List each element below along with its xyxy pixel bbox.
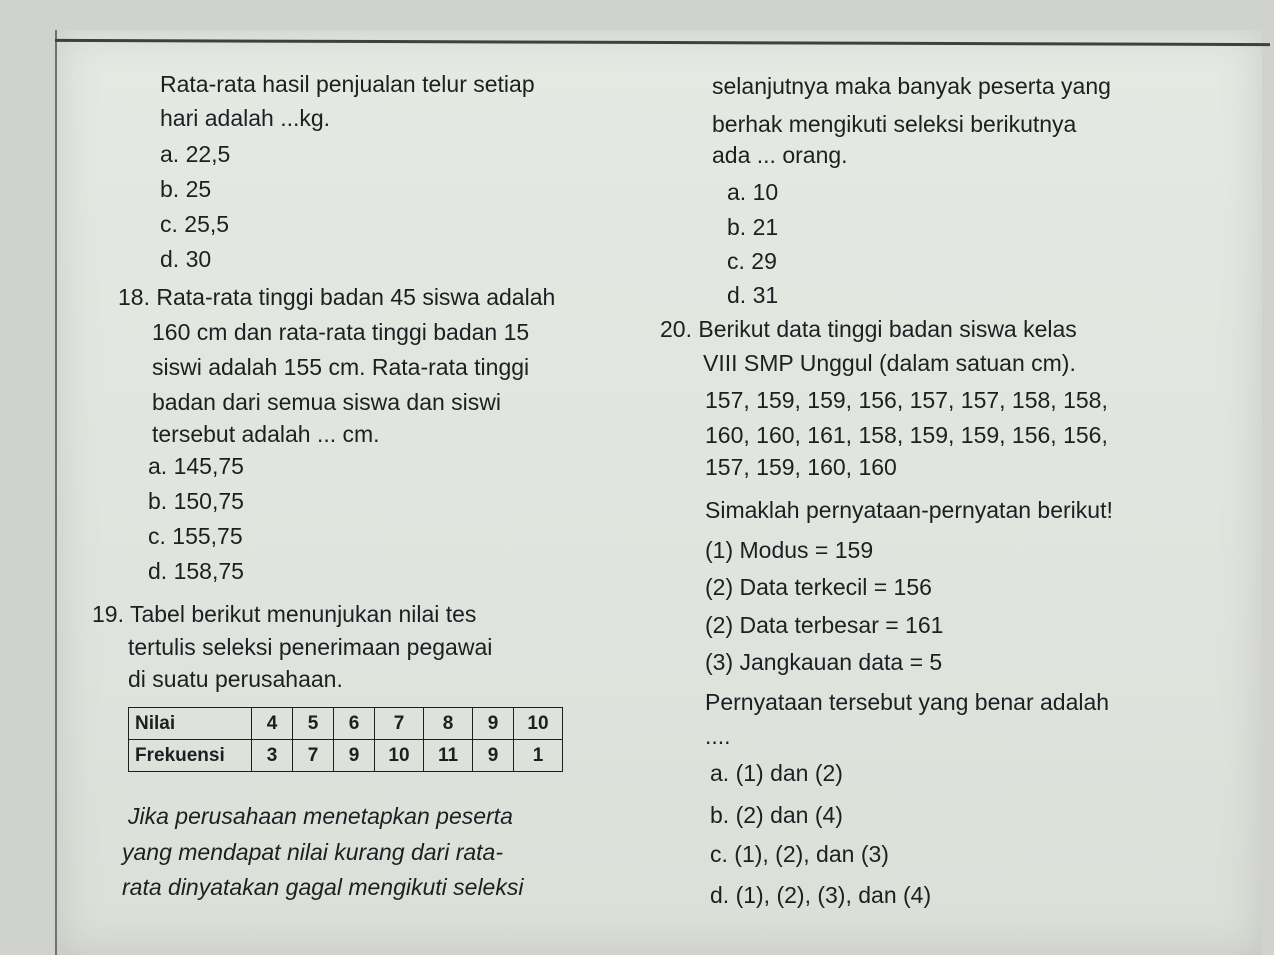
table-cell: 9 [473,740,514,772]
q19-cont-line3: ada ... orang. [712,142,848,168]
q20-statement-2: (2) Data terkecil = 156 [705,574,932,600]
table-cell: 11 [424,740,473,772]
q20-data-line1: 157, 159, 159, 156, 157, 157, 158, 158, [705,387,1108,413]
q19-cont-line1: selanjutnya maka banyak peserta yang [712,73,1111,99]
q20-data-line2: 160, 160, 161, 158, 159, 159, 156, 156, [705,422,1108,448]
q17-option-d: d. 30 [160,246,212,272]
q20-data-line3: 157, 159, 160, 160 [705,454,897,480]
q20-prompt: Simaklah pernyataan-pernyatan berikut! [705,497,1113,523]
q19-option-b: b. 21 [727,214,779,240]
q18-line2: 160 cm dan rata-rata tinggi badan 15 [152,319,530,345]
table-cell: 3 [252,740,293,772]
q17-stem-line1: Rata-rata hasil penjualan telur setiap [160,71,535,97]
q20-option-b: b. (2) dan (4) [710,802,843,828]
q19-line3: di suatu perusahaan. [128,666,343,692]
q20-question-line1: Pernyataan tersebut yang benar adalah [705,689,1110,715]
q20-line2: VIII SMP Unggul (dalam satuan cm). [703,350,1076,376]
q17-option-b: b. 25 [160,176,212,202]
q19-after-line2: yang mendapat nilai kurang dari rata- [122,839,504,865]
q18-line4: badan dari semua siswa dan siswi [152,389,502,415]
q17-option-a: a. 22,5 [160,141,231,167]
q20-statement-4: (3) Jangkauan data = 5 [705,649,943,675]
table-cell: 9 [334,740,375,772]
q18-line1: 18. Rata-rata tinggi badan 45 siswa adalah [118,284,556,310]
q20-option-d: d. (1), (2), (3), dan (4) [710,882,932,908]
table-cell: 4 [252,708,293,740]
q19-line2: tertulis seleksi penerimaan pegawai [128,634,493,660]
table-row [129,740,563,772]
q19-option-a: a. 10 [727,179,779,205]
table-cell: 9 [473,708,514,740]
q18-option-d: d. 158,75 [148,558,244,584]
q20-option-c: c. (1), (2), dan (3) [710,841,889,867]
table-cell: 10 [514,708,563,740]
row-label-frekuensi: Frekuensi [129,740,252,772]
table-cell: 6 [334,708,375,740]
table-cell: 7 [293,740,334,772]
q18-line3: siswi adalah 155 cm. Rata-rata tinggi [152,354,530,380]
table-row [129,708,563,740]
q19-option-c: c. 29 [727,248,777,274]
q18-option-c: c. 155,75 [148,523,243,549]
q20-question-line2: .... [705,723,731,749]
q18-option-b: b. 150,75 [148,488,244,514]
q20-statement-1: (1) Modus = 159 [705,537,874,563]
q19-option-d: d. 31 [727,282,779,308]
score-frequency-table [128,707,563,772]
q18-option-a: a. 145,75 [148,453,244,479]
table-cell: 7 [375,708,424,740]
table-cell: 1 [514,740,563,772]
q19-cont-line2: berhak mengikuti seleksi berikutnya [712,111,1077,137]
q17-stem-line2: hari adalah ...kg. [160,105,331,131]
q20-statement-3: (2) Data terbesar = 161 [705,612,944,638]
table-cell: 8 [424,708,473,740]
row-label-nilai: Nilai [129,708,252,740]
table-cell: 10 [375,740,424,772]
q17-option-c: c. 25,5 [160,211,230,237]
q18-line5: tersebut adalah ... cm. [152,421,380,447]
q19-after-line1: Jika perusahaan menetapkan peserta [128,803,513,829]
q20-option-a: a. (1) dan (2) [710,760,843,786]
table-cell: 5 [293,708,334,740]
q19-line1: 19. Tabel berikut menunjukan nilai tes [92,601,477,627]
q19-after-line3: rata dinyatakan gagal mengikuti seleksi [122,874,524,900]
q20-line1: 20. Berikut data tinggi badan siswa kelas [660,316,1077,342]
